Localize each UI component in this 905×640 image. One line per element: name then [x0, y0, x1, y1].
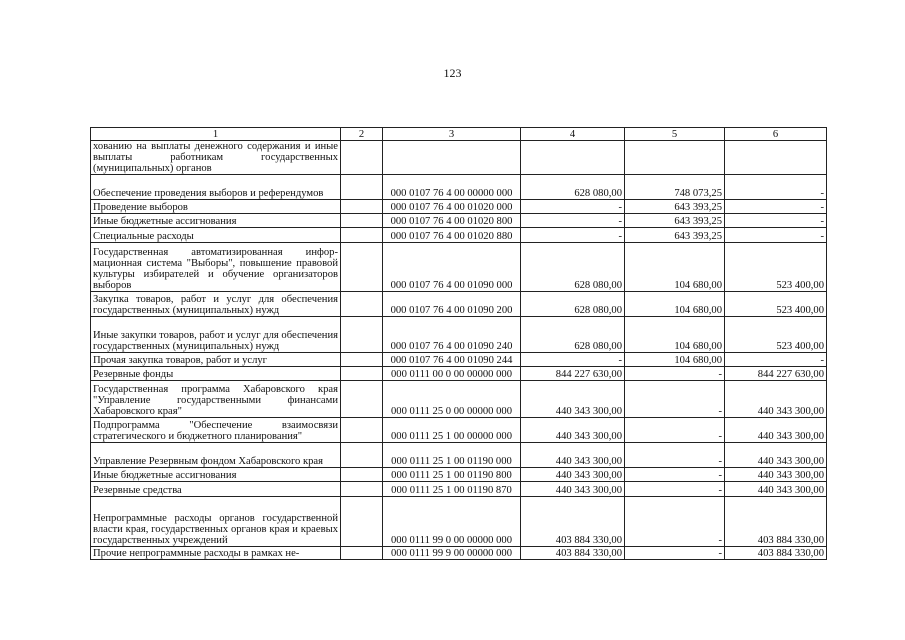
row-col2 — [341, 381, 383, 418]
row-value-6: 440 343 300,00 — [725, 443, 827, 468]
row-code: 000 0107 76 4 00 01020 880 — [383, 228, 521, 243]
row-value-6: 440 343 300,00 — [725, 418, 827, 443]
row-code: 000 0107 76 4 00 01090 240 — [383, 317, 521, 353]
row-value-6: - — [725, 200, 827, 214]
table-row — [91, 292, 827, 317]
row-name: Специальные расходы — [91, 228, 341, 243]
row-value-4: 628 080,00 — [521, 317, 625, 353]
row-value-4: - — [521, 214, 625, 228]
row-value-5: - — [625, 482, 725, 497]
table-row — [91, 175, 827, 200]
row-code — [383, 141, 521, 175]
row-value-5: - — [625, 547, 725, 560]
row-value-4: 628 080,00 — [521, 175, 625, 200]
table-row — [91, 381, 827, 418]
row-col2 — [341, 228, 383, 243]
header-col-5: 5 — [625, 128, 725, 141]
table-row — [91, 141, 827, 175]
row-value-6: 844 227 630,00 — [725, 367, 827, 381]
row-name: Иные бюджетные ассигнования — [91, 468, 341, 482]
table-row — [91, 418, 827, 443]
row-name: Государственная программа Хабаровского края "Управление государственными финансами Хабаровского края" — [91, 381, 341, 418]
row-name: Проведение выборов — [91, 200, 341, 214]
row-value-4: 628 080,00 — [521, 243, 625, 292]
row-name: Иные бюджетные ассигнования — [91, 214, 341, 228]
row-value-4: - — [521, 200, 625, 214]
row-value-6: 523 400,00 — [725, 317, 827, 353]
row-name: Резервные фонды — [91, 367, 341, 381]
row-value-5: 104 680,00 — [625, 243, 725, 292]
row-code: 000 0107 76 4 00 00000 000 — [383, 175, 521, 200]
row-value-4: 440 343 300,00 — [521, 418, 625, 443]
row-value-5: - — [625, 443, 725, 468]
table-row — [91, 353, 827, 367]
header-col-1: 1 — [91, 128, 341, 141]
row-value-5: 104 680,00 — [625, 317, 725, 353]
row-value-6: - — [725, 214, 827, 228]
row-value-5: 643 393,25 — [625, 200, 725, 214]
row-value-6 — [725, 141, 827, 175]
row-col2 — [341, 468, 383, 482]
table-row — [91, 367, 827, 381]
row-name: Обеспечение проведения выборов и референдумов — [91, 175, 341, 200]
row-code: 000 0111 99 0 00 00000 000 — [383, 497, 521, 547]
row-col2 — [341, 353, 383, 367]
row-value-6: 440 343 300,00 — [725, 381, 827, 418]
table-body — [91, 141, 827, 560]
row-value-6: 440 343 300,00 — [725, 468, 827, 482]
row-value-4: 440 343 300,00 — [521, 381, 625, 418]
row-name: Непрограммные расходы органов государственной власти края, государственных органов края и краевых государственных учреждений — [91, 497, 341, 547]
budget-table — [90, 127, 827, 560]
row-code: 000 0111 25 0 00 00000 000 — [383, 381, 521, 418]
table-row — [91, 547, 827, 560]
row-code: 000 0107 76 4 00 01020 000 — [383, 200, 521, 214]
row-code: 000 0107 76 4 00 01090 244 — [383, 353, 521, 367]
row-code: 000 0111 99 9 00 00000 000 — [383, 547, 521, 560]
row-name: Государственная автоматизированная информационная система "Выборы", повышение правовой культуры избирателей и обучение организаторов выборов — [91, 243, 341, 292]
row-value-6: 523 400,00 — [725, 243, 827, 292]
row-code: 000 0111 25 1 00 01190 000 — [383, 443, 521, 468]
row-value-5: 104 680,00 — [625, 292, 725, 317]
header-col-4: 4 — [521, 128, 625, 141]
row-col2 — [341, 497, 383, 547]
page-number: 123 — [443, 66, 462, 80]
row-value-5: 643 393,25 — [625, 228, 725, 243]
table-row — [91, 482, 827, 497]
row-value-5: - — [625, 418, 725, 443]
row-name: Закупка товаров, работ и услуг для обеспечения государственных (муниципальных) нужд — [91, 292, 341, 317]
row-value-5: - — [625, 381, 725, 418]
row-name: Прочая закупка товаров, работ и услуг — [91, 353, 341, 367]
row-value-5 — [625, 141, 725, 175]
row-code: 000 0111 25 1 00 01190 800 — [383, 468, 521, 482]
row-col2 — [341, 547, 383, 560]
row-col2 — [341, 243, 383, 292]
row-name: Подпрограмма "Обеспечение взаимосвязи стратегического и бюджетного планирования" — [91, 418, 341, 443]
row-col2 — [341, 292, 383, 317]
row-value-4: 403 884 330,00 — [521, 547, 625, 560]
row-col2 — [341, 200, 383, 214]
row-col2 — [341, 141, 383, 175]
table-row — [91, 214, 827, 228]
row-name: Иные закупки товаров, работ и услуг для обеспечения государственных (муниципальных) нужд — [91, 317, 341, 353]
row-value-6: - — [725, 228, 827, 243]
row-code: 000 0111 25 1 00 01190 870 — [383, 482, 521, 497]
header-col-6: 6 — [725, 128, 827, 141]
table-row — [91, 228, 827, 243]
row-value-6: - — [725, 353, 827, 367]
row-col2 — [341, 418, 383, 443]
table-row — [91, 200, 827, 214]
row-value-6: 403 884 330,00 — [725, 547, 827, 560]
table-row — [91, 443, 827, 468]
row-value-6: 440 343 300,00 — [725, 482, 827, 497]
row-value-4: 440 343 300,00 — [521, 468, 625, 482]
row-name: Прочие непрограммные расходы в рамках не- — [91, 547, 341, 560]
row-value-4: 440 343 300,00 — [521, 443, 625, 468]
row-code: 000 0111 00 0 00 00000 000 — [383, 367, 521, 381]
row-value-4 — [521, 141, 625, 175]
row-value-4: - — [521, 228, 625, 243]
row-col2 — [341, 443, 383, 468]
row-value-6: - — [725, 175, 827, 200]
row-value-5: - — [625, 468, 725, 482]
row-value-4: 628 080,00 — [521, 292, 625, 317]
row-name: хованию на выплаты денежного содержания и иные выплаты работникам государственных (муниципальных) органов — [91, 141, 341, 175]
header-col-2: 2 — [341, 128, 383, 141]
table-row — [91, 497, 827, 547]
row-name: Управление Резервным фондом Хабаровского края — [91, 443, 341, 468]
row-value-5: 748 073,25 — [625, 175, 725, 200]
row-code: 000 0107 76 4 00 01020 800 — [383, 214, 521, 228]
row-col2 — [341, 317, 383, 353]
row-code: 000 0107 76 4 00 01090 000 — [383, 243, 521, 292]
row-name: Резервные средства — [91, 482, 341, 497]
row-col2 — [341, 214, 383, 228]
row-value-5: - — [625, 367, 725, 381]
header-col-3: 3 — [383, 128, 521, 141]
row-value-4: 440 343 300,00 — [521, 482, 625, 497]
header-row — [91, 128, 827, 141]
row-value-4: 403 884 330,00 — [521, 497, 625, 547]
row-value-6: 403 884 330,00 — [725, 497, 827, 547]
row-col2 — [341, 367, 383, 381]
row-value-6: 523 400,00 — [725, 292, 827, 317]
table-row — [91, 317, 827, 353]
row-value-5: - — [625, 497, 725, 547]
row-code: 000 0107 76 4 00 01090 200 — [383, 292, 521, 317]
row-col2 — [341, 175, 383, 200]
row-value-4: - — [521, 353, 625, 367]
row-value-5: 104 680,00 — [625, 353, 725, 367]
row-value-4: 844 227 630,00 — [521, 367, 625, 381]
table-row — [91, 243, 827, 292]
table-row — [91, 468, 827, 482]
row-value-5: 643 393,25 — [625, 214, 725, 228]
row-col2 — [341, 482, 383, 497]
row-code: 000 0111 25 1 00 00000 000 — [383, 418, 521, 443]
